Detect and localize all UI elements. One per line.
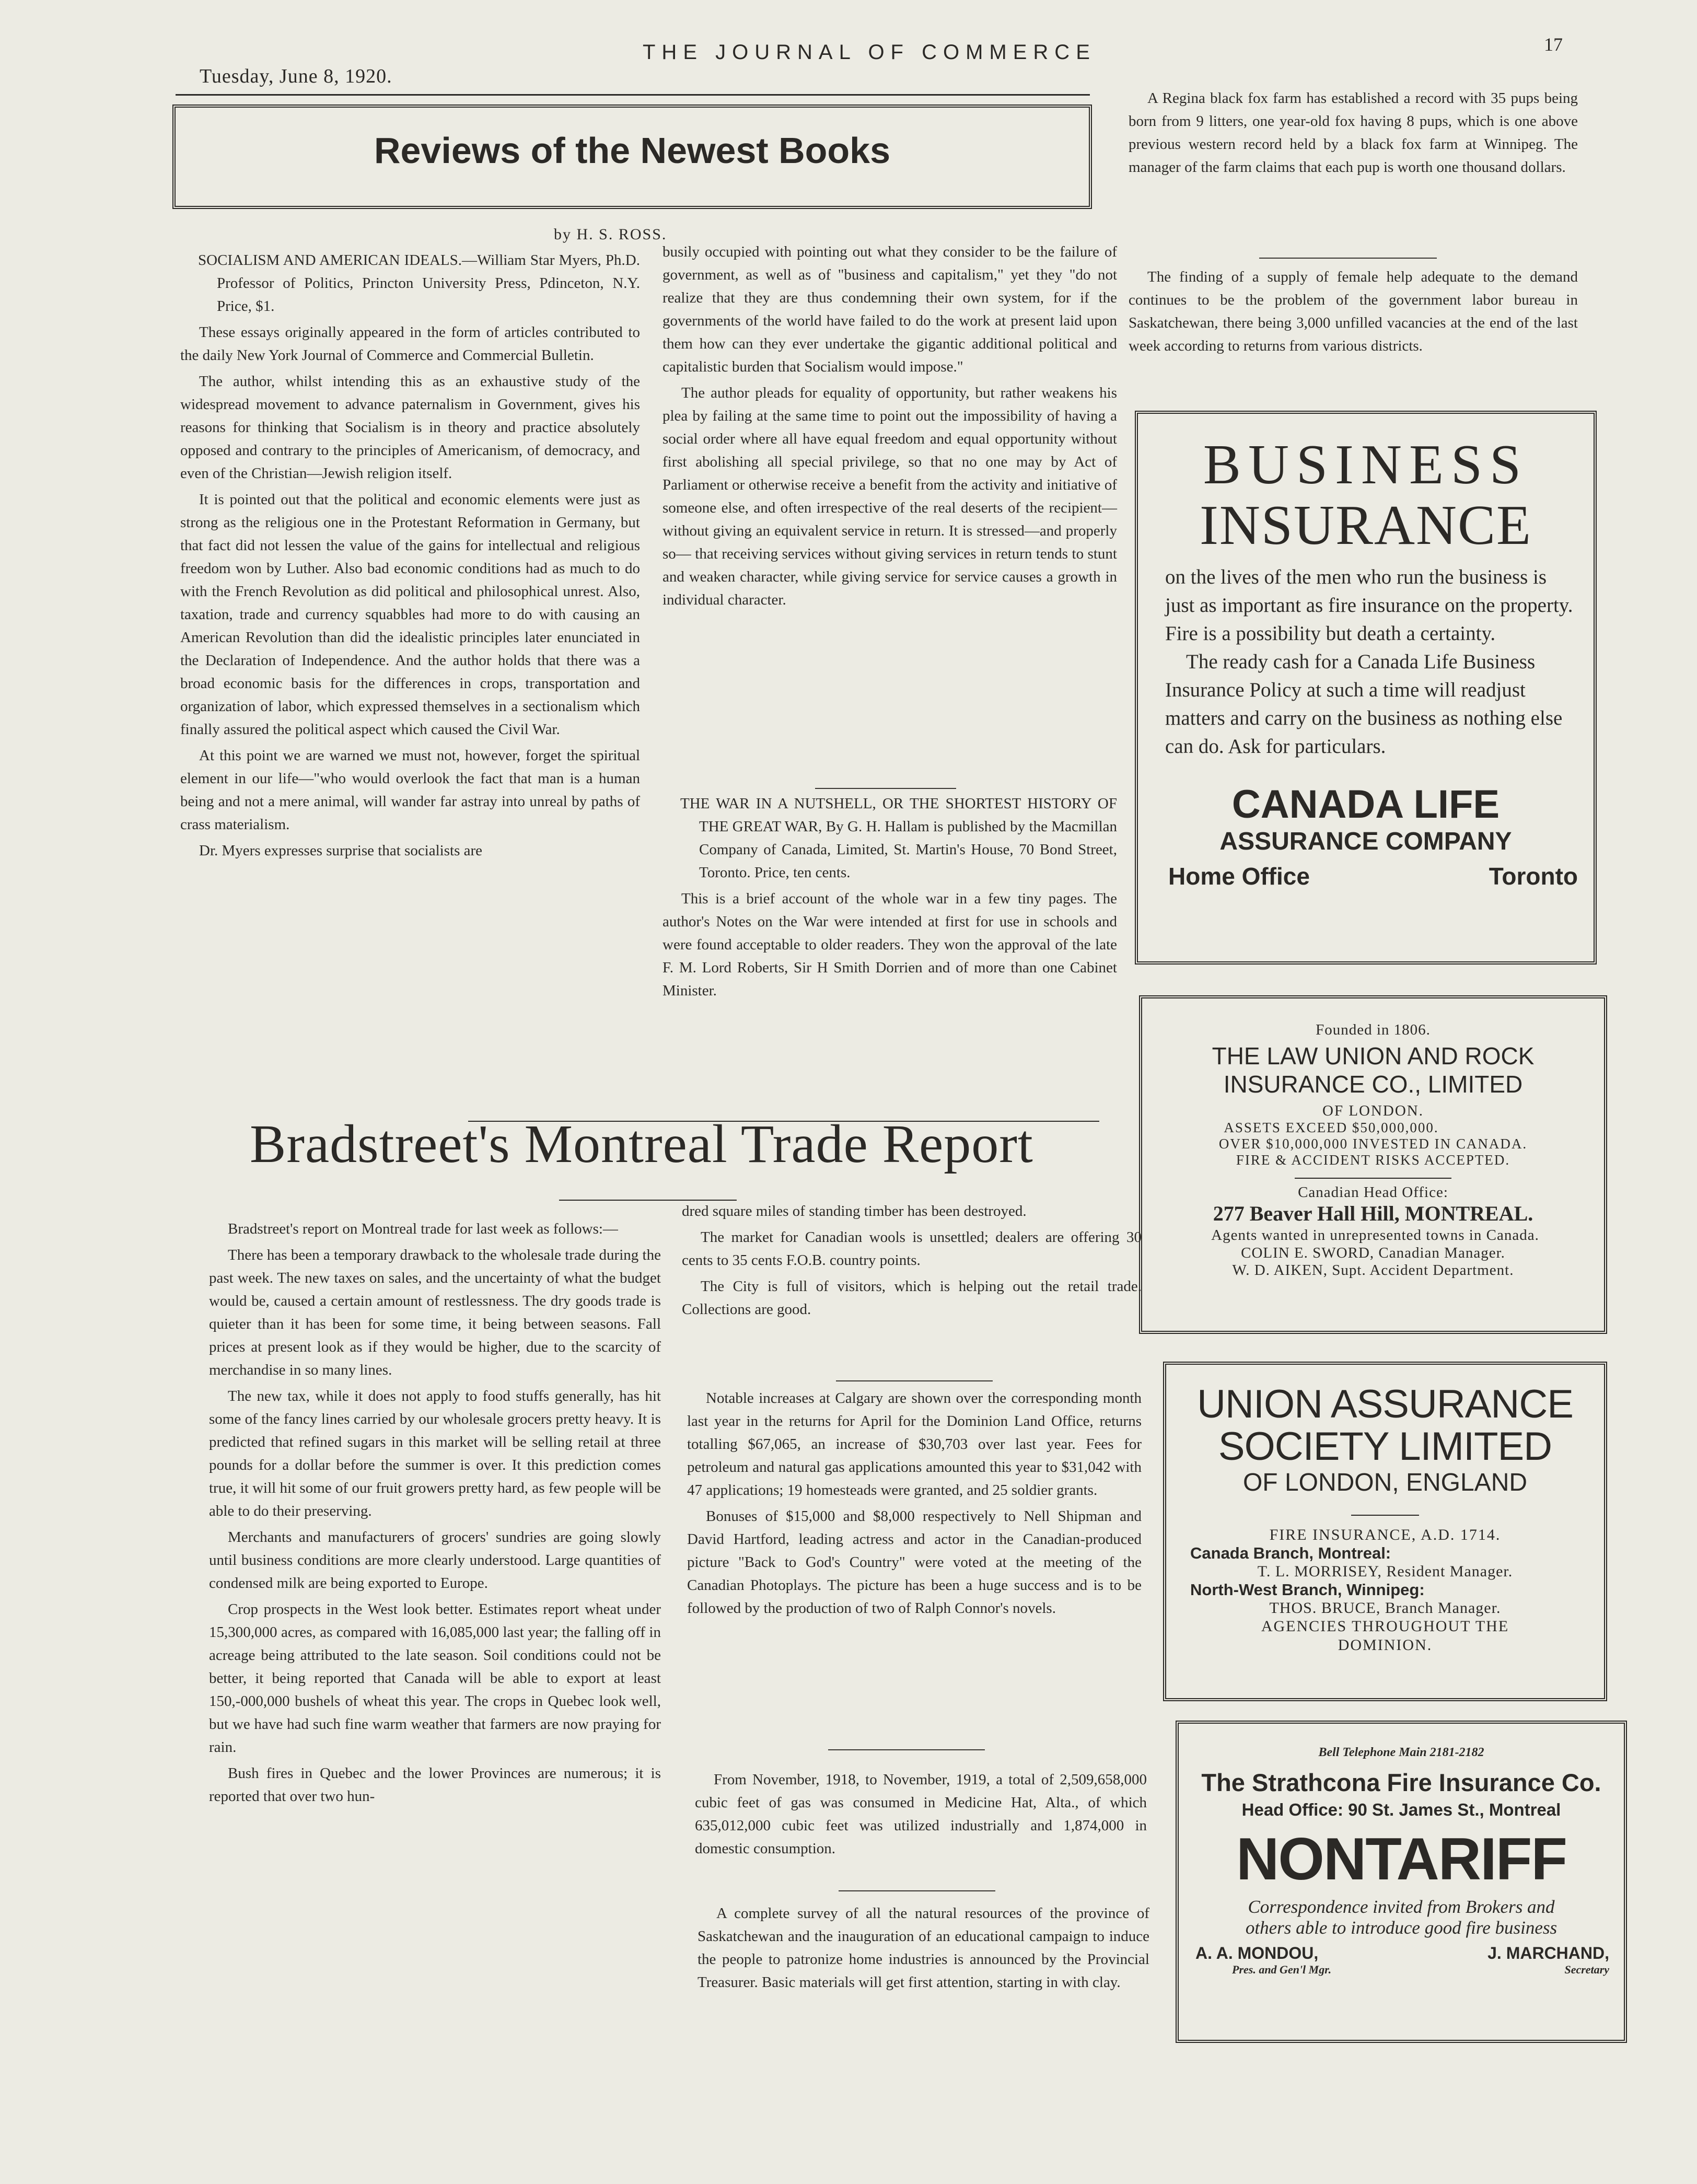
founded-line: Founded in 1806. [1316, 1021, 1431, 1038]
news-item-female-help: The finding of a supply of female help adequate to the demand continues to be the problem of the government labor bureau in Saskatchewan, there being 3,000 unfilled vacancies at the end of the last week according to returns from various districts. [1129, 269, 1578, 354]
canada-life-ad [1135, 411, 1597, 965]
calgary-news [687, 1387, 1142, 1623]
review-1-citation: SOCIALISM AND AMERICAN IDEALS.—William Star Myers, Ph.D. Professor of Politics, Princton University Press, Pdinceton, N.Y. Price, $1. [198, 252, 640, 315]
reviews-column-2 [662, 240, 1117, 614]
fire-insurance-line: FIRE INSURANCE, A.D. 1714. [1269, 1526, 1501, 1543]
head-office-line: Head Office: 90 St. James St., Montreal [1241, 1800, 1561, 1819]
address-line: 277 Beaver Hall Hill, MONTREAL. [1213, 1202, 1533, 1225]
bradstreet-paragraph: Bush fires in Quebec and the lower Provinces are numerous; it is reported that over two hun- [209, 1765, 661, 1805]
law-union-ad [1139, 995, 1607, 1334]
header-rule [176, 94, 1090, 96]
news-divider [1259, 258, 1437, 259]
phone-line: Bell Telephone Main 2181-2182 [1318, 1746, 1484, 1759]
signatory-secretary [1487, 1944, 1609, 1977]
signatories [1195, 1944, 1609, 1977]
review-2-paragraph: This is a brief account of the whole war in a few tiny pages. The author's Notes on the War were intended at first for use in schools and were found acceptable to older readers. They won the approval of the late F. M. Lord Roberts, Sir H Smith Dorrien and of more than one Cabinet Minister. [662, 890, 1117, 999]
review-1-paragraph: At this point we are warned we must not, however, forget the spiritual element in our life—"who would overlook the fact that man is a human being and not a mere animal, will wander far astray into unreal by paths of crass materialism. [180, 747, 640, 833]
column-divider [839, 1890, 995, 1891]
ad-headline-business: BUSINESS [1203, 434, 1529, 496]
bradstreet-column-1 [209, 1217, 661, 1811]
bradstreet-paragraph: The new tax, while it does not apply to food stuffs generally, has hit some of the fancy lines carried by our wholesale grocers pretty heavy. It is predicted that refined sugars in this market will be selling retail at three pounds for a dollar before the summer is over. It this prediction comes true, it will hit some of our fruit growers pretty hard, as few people will be able to do their preserving. [209, 1388, 661, 1519]
supt-line: W. D. AIKEN, Supt. Accident Department. [1232, 1262, 1514, 1279]
masthead: THE JOURNAL OF COMMERCE [643, 41, 1096, 64]
risks-line: FIRE & ACCIDENT RISKS ACCEPTED. [1236, 1152, 1510, 1168]
bradstreet-paragraph: There has been a temporary drawback to the wholesale trade during the past week. The new taxes on sales, and the uncertainty of what the budget would be, caused a certain amount of restlessness. The dry goods trade is quieter than it has been for some time, it being between seasons. Fall prices at present look as if they would be higher, due to the scarcity of merchandise in so many lines. [209, 1247, 661, 1378]
agencies-line: AGENCIES THROUGHOUT THE DOMINION. [1261, 1618, 1509, 1654]
column-divider [828, 1749, 985, 1750]
tagline-1: Correspondence invited from Brokers and [1248, 1897, 1555, 1917]
reviews-byline: by H. S. ROSS. [554, 226, 667, 243]
nw-branch-label: North-West Branch, Winnipeg: [1190, 1581, 1425, 1599]
invested-line: OVER $10,000,000 INVESTED IN CANADA. [1218, 1136, 1528, 1152]
nontariff-headline: NONTARIFF [1236, 1826, 1567, 1892]
news-paragraph: Bonuses of $15,000 and $8,000 respectively to Nell Shipman and David Hartford, leading actress and actor in the Canadian-produced picture "Back to God's Country" were voted at the meeting of the Canadian Photoplays. The picture has been a huge success and is to be followed by the production of two of Ralph Connor's novels. [687, 1508, 1142, 1617]
bradstreet-title: Bradstreet's Montreal Trade Report [250, 1114, 1033, 1174]
company-name: The Strathcona Fire Insurance Co. [1201, 1769, 1601, 1796]
ad-divider [1295, 1178, 1451, 1179]
review-1-paragraph: Dr. Myers expresses surprise that socialists are [199, 842, 483, 859]
news-paragraph: From November, 1918, to November, 1919, a total of 2,509,658,000 cubic feet of gas was consumed in Medicine Hat, Alta., of which 635,012,000 cubic feet was utilized industrially and 1,874,000 in domestic consumption. [695, 1771, 1147, 1857]
head-office-label: Canadian Head Office: [1298, 1184, 1448, 1201]
reviews-title: Reviews of the Newest Books [374, 130, 891, 171]
page-number: 17 [1544, 34, 1563, 55]
bradstreet-paragraph: The City is full of visitors, which is helping out the retail trade. Collections are good. [682, 1278, 1142, 1318]
president-name: A. A. MONDOU, [1195, 1944, 1319, 1962]
reviews-column-1 [180, 249, 640, 865]
ad-divider [1351, 1515, 1419, 1516]
union-assurance-ad [1163, 1362, 1607, 1701]
signatory-president [1195, 1944, 1331, 1977]
company-name-line-2: SOCIETY LIMITED [1218, 1424, 1552, 1469]
home-office-label: Home Office [1168, 863, 1310, 890]
strathcona-ad [1176, 1721, 1627, 2043]
review-1-paragraph: These essays originally appeared in the form of articles contributed to the daily New York Journal of Commerce and Commercial Bulletin. [180, 324, 640, 364]
bruce-line: THOS. BRUCE, Branch Manager. [1269, 1599, 1501, 1617]
issue-date: Tuesday, June 8, 1920. [200, 65, 392, 87]
president-title: Pres. and Gen'l Mgr. [1232, 1963, 1332, 1976]
bradstreet-continued: dred square miles of standing timber has been destroyed. [682, 1203, 1027, 1219]
review-1-paragraph: The author, whilst intending this as an exhaustive study of the widespread movement to advance paternalism in Government, gives his reasons for thinking that Socialism is in theory and practice absolutely opposed and contrary to the principles of Americanism, of democracy, and even of the Christian—Jewish religion itself. [180, 373, 640, 482]
bradstreet-paragraph: Crop prospects in the West look better. Estimates report wheat under 15,300,000 acres, as compared with 16,085,000 last year; the falling off in acreage being attributed to the late season. Soil conditions could not be better, it being reported that Canada will be able to export at least 150,-000,000 bushels of wheat this year. The crops in Quebec look well, but we have had such fine warm weather that farmers are now praying for rain. [209, 1601, 661, 1756]
company-name-line-2: INSURANCE CO., LIMITED [1223, 1071, 1523, 1098]
company-name-line-1: THE LAW UNION AND ROCK [1212, 1042, 1535, 1070]
company-name-line-1: UNION ASSURANCE [1197, 1382, 1573, 1426]
ad-company-name: CANADA LIFE [1231, 782, 1500, 827]
of-london-england: OF LONDON, ENGLAND [1242, 1469, 1528, 1496]
of-london: OF LONDON. [1322, 1102, 1424, 1119]
secretary-name: J. MARCHAND, [1487, 1944, 1609, 1962]
home-office-city: Toronto [1489, 863, 1578, 890]
secretary-title: Secretary [1564, 1963, 1609, 1976]
morrisey-line: T. L. MORRISEY, Resident Manager. [1257, 1563, 1513, 1580]
ad-body-1: on the lives of the men who run the business is just as important as fire insurance on the property. Fire is a possibility but death a certainty. [1165, 566, 1573, 645]
ad-body-2: The ready cash for a Canada Life Business Insurance Policy at such a time will readjust matters and carry on the business as nothing else can do. Ask for particulars. [1165, 650, 1563, 758]
bradstreet-paragraph: The market for Canadian wools is unsettled; dealers are offering 30 cents to 35 cents F.O.B. country points. [682, 1229, 1142, 1269]
manager-line: COLIN E. SWORD, Canadian Manager. [1241, 1245, 1505, 1261]
bradstreet-paragraph: Bradstreet's report on Montreal trade for last week as follows:— [228, 1221, 618, 1237]
canada-branch-label: Canada Branch, Montreal: [1190, 1544, 1391, 1562]
review-2 [662, 792, 1117, 1005]
agents-line: Agents wanted in unrepresented towns in Canada. [1211, 1227, 1539, 1244]
news-paragraph: A complete survey of all the natural resources of the province of Saskatchewan and the inauguration of an educational campaign to induce the people to patronize home industries is announced by the Provincial Treasurer. Basic materials will get first attention, starting in with clay. [698, 1905, 1149, 1991]
ad-headline-insurance: INSURANCE [1199, 494, 1532, 556]
saskatchewan-news [698, 1902, 1149, 1997]
ad-company-subtitle: ASSURANCE COMPANY [1219, 828, 1512, 855]
column-divider [836, 1380, 993, 1381]
review-1-paragraph: It is pointed out that the political and economic elements were just as strong as the religious one in the Protestant Reformation in Germany, but that fact did not lessen the value of the gains for intellectual and religious freedom won by Luther. Also bad economic conditions had as much to do with the French Revolution as did political and philosophical unrest. Also, taxation, trade and currency squabbles had more to do with causing an American Revolution than did the idealistic principles later enunciated in the Declaration of Independence. And the author holds that there was a broad economic basis for the differences in crops, transportation and organization of labor, which expressed themselves in a sectionalism which finally assured the political aspect which caused the Civil War. [180, 491, 640, 738]
news-item-fox-farm: A Regina black fox farm has established a record with 35 pups being born from 9 litters, one year-old fox having 8 pups, which is one above previous western record held by a black fox farm at Winnipeg. The manager of the farm claims that each pup is worth one thousand dollars. [1129, 90, 1578, 176]
tagline-2: others able to introduce good fire business [1245, 1918, 1557, 1938]
news-paragraph: Notable increases at Calgary are shown over the corresponding month last year in the returns for April for the Dominion Land Office, returns totalling $67,065, an increase of $30,703 over last year. Fees for petroleum and natural gas applications amounted this year to $31,042 with 47 applications; 19 homesteads were granted, and 25 soldier grants. [687, 1390, 1142, 1498]
ad-home-office [1168, 862, 1578, 890]
review-divider [815, 788, 956, 789]
review-2-citation: THE WAR IN A NUTSHELL, OR THE SHORTEST HISTORY OF THE GREAT WAR, By G. H. Hallam is published by the Macmillan Company of Canada, Limited, St. Martin's House, 70 Bond Street, Toronto. Price, ten cents. [680, 795, 1117, 881]
bradstreet-paragraph: Merchants and manufacturers of grocers' sundries are going slowly until business conditions are more clearly understood. Large quantities of condensed milk are being exported to Europe. [209, 1529, 661, 1591]
assets-line: ASSETS EXCEED $50,000,000. [1224, 1120, 1439, 1135]
review-1-continued: busily occupied with pointing out what they consider to be the failure of government, as well as of "business and capitalism," yet they "do not realize that they are thus condemning their own system, for if the governments of the world have failed to do the work at present laid upon them how can they ever undertake the gigantic additional political and capitalistic burden that Socialism would impose." [662, 243, 1117, 375]
bradstreet-column-2 [682, 1200, 1142, 1324]
review-1-paragraph: The author pleads for equality of opportunity, but rather weakens his plea by failing at the same time to point out the impossibility of having a social order where all have equal freedom and equal opportunity without first abolishing all special privilege, so that no one may by Act of Parliament or otherwise receive a benefit from the activity and initiative of someone else, and often irrespective of the real deserts of the recipient—without giving an equivalent service in return. It is stressed—and properly so— that receiving services without giving services in return tends to stunt and weaken character, while giving service for service causes a growth in individual character. [662, 385, 1117, 608]
medicine-hat-news [695, 1768, 1147, 1863]
right-news-2 [1129, 265, 1578, 361]
right-news-1 [1129, 87, 1578, 182]
